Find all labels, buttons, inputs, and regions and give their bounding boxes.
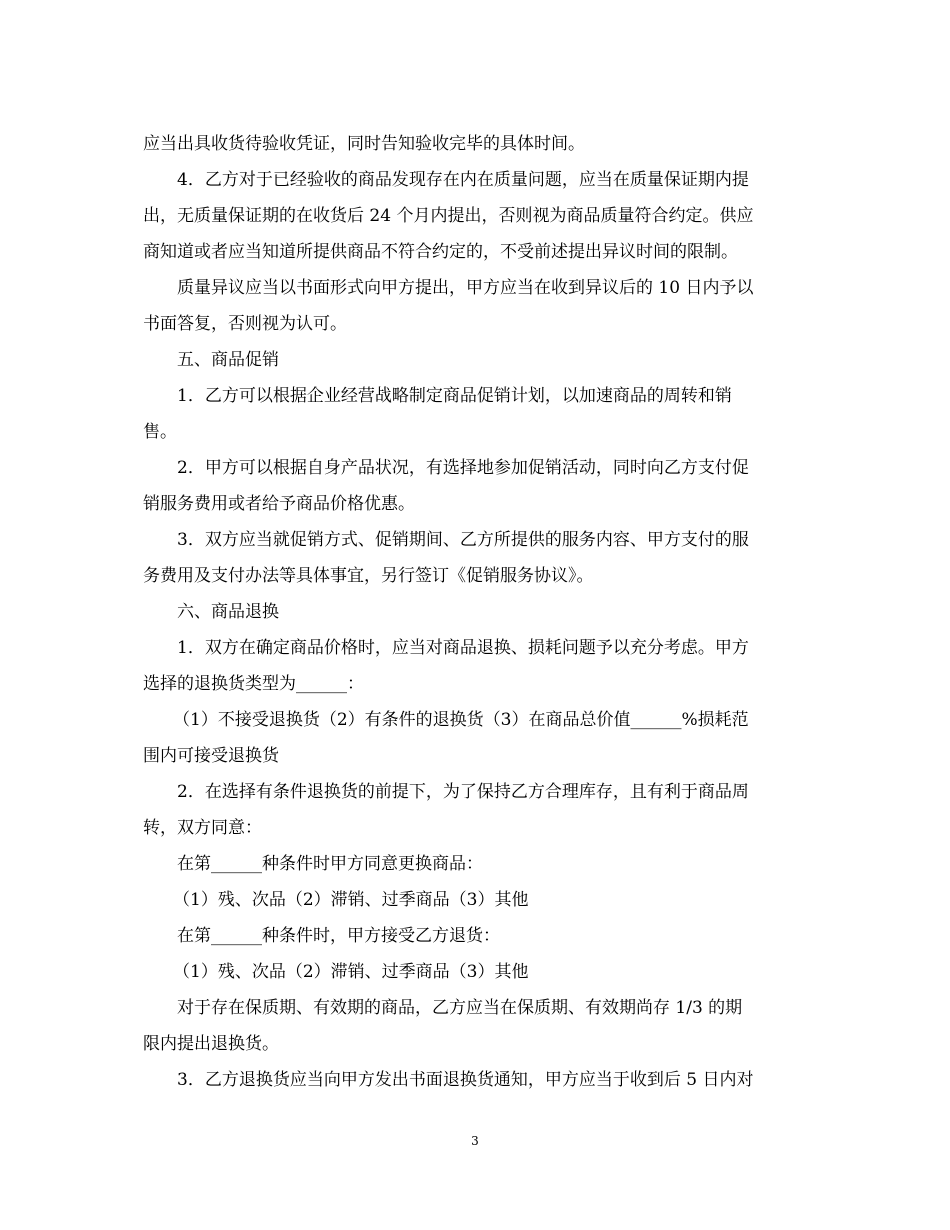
text-line: 限内提出退换货。 <box>143 1034 279 1054</box>
text-line: 2．甲方可以根据自身产品状况，有选择地参加促销活动，同时向乙方支付促 <box>177 458 749 478</box>
text-line: 在第______种条件时，甲方接受乙方退货： <box>177 926 500 946</box>
text-line: 在第______种条件时甲方同意更换商品： <box>177 854 483 874</box>
section-heading: 六、商品退换 <box>177 602 279 622</box>
text-line: 务费用及支付办法等具体事宜，另行签订《促销服务协议》。 <box>143 566 594 586</box>
text-line: 1．双方在确定商品价格时，应当对商品退换、损耗问题予以充分考虑。甲方 <box>177 638 749 658</box>
text-line: （1）不接受退换货（2）有条件的退换货（3）在商品总价值______%损耗范 <box>173 710 749 730</box>
text-line: 选择的退换货类型为______： <box>143 674 364 694</box>
text-line: 书面答复，否则视为认可。 <box>143 314 347 334</box>
text-line: （1）残、次品（2）滞销、过季商品（3）其他 <box>173 962 529 982</box>
text-line: 1．乙方可以根据企业经营战略制定商品促销计划，以加速商品的周转和销 <box>177 386 732 406</box>
text-line: 出，无质量保证期的在收货后 24 个月内提出，否则视为商品质量符合约定。供应 <box>143 206 754 226</box>
text-line: 转，双方同意： <box>143 818 262 838</box>
text-line: 3．乙方退换货应当向甲方发出书面退换货通知，甲方应当于收到后 5 日内对 <box>177 1070 754 1090</box>
text-line: 4．乙方对于已经验收的商品发现存在内在质量问题，应当在质量保证期内提 <box>177 170 749 190</box>
page-number: 3 <box>471 1134 479 1148</box>
section-heading: 五、商品促销 <box>177 350 279 370</box>
text-line: 围内可接受退换货 <box>143 746 279 766</box>
text-line: 3．双方应当就促销方式、促销期间、乙方所提供的服务内容、甲方支付的服 <box>177 530 749 550</box>
text-line: （1）残、次品（2）滞销、过季商品（3）其他 <box>173 890 529 910</box>
text-line: 应当出具收货待验收凭证，同时告知验收完毕的具体时间。 <box>143 134 585 154</box>
text-line: 2．在选择有条件退换货的前提下，为了保持乙方合理库存，且有利于商品周 <box>177 782 749 802</box>
text-line: 质量异议应当以书面形式向甲方提出，甲方应当在收到异议后的 10 日内予以 <box>177 278 754 298</box>
body-text <box>143 126 803 1098</box>
text-line: 对于存在保质期、有效期的商品，乙方应当在保质期、有效期尚存 1/3 的期 <box>177 998 743 1018</box>
text-line: 商知道或者应当知道所提供商品不符合约定的，不受前述提出异议时间的限制。 <box>143 242 738 262</box>
text-line: 售。 <box>143 422 177 442</box>
text-line: 销服务费用或者给予商品价格优惠。 <box>143 494 415 514</box>
